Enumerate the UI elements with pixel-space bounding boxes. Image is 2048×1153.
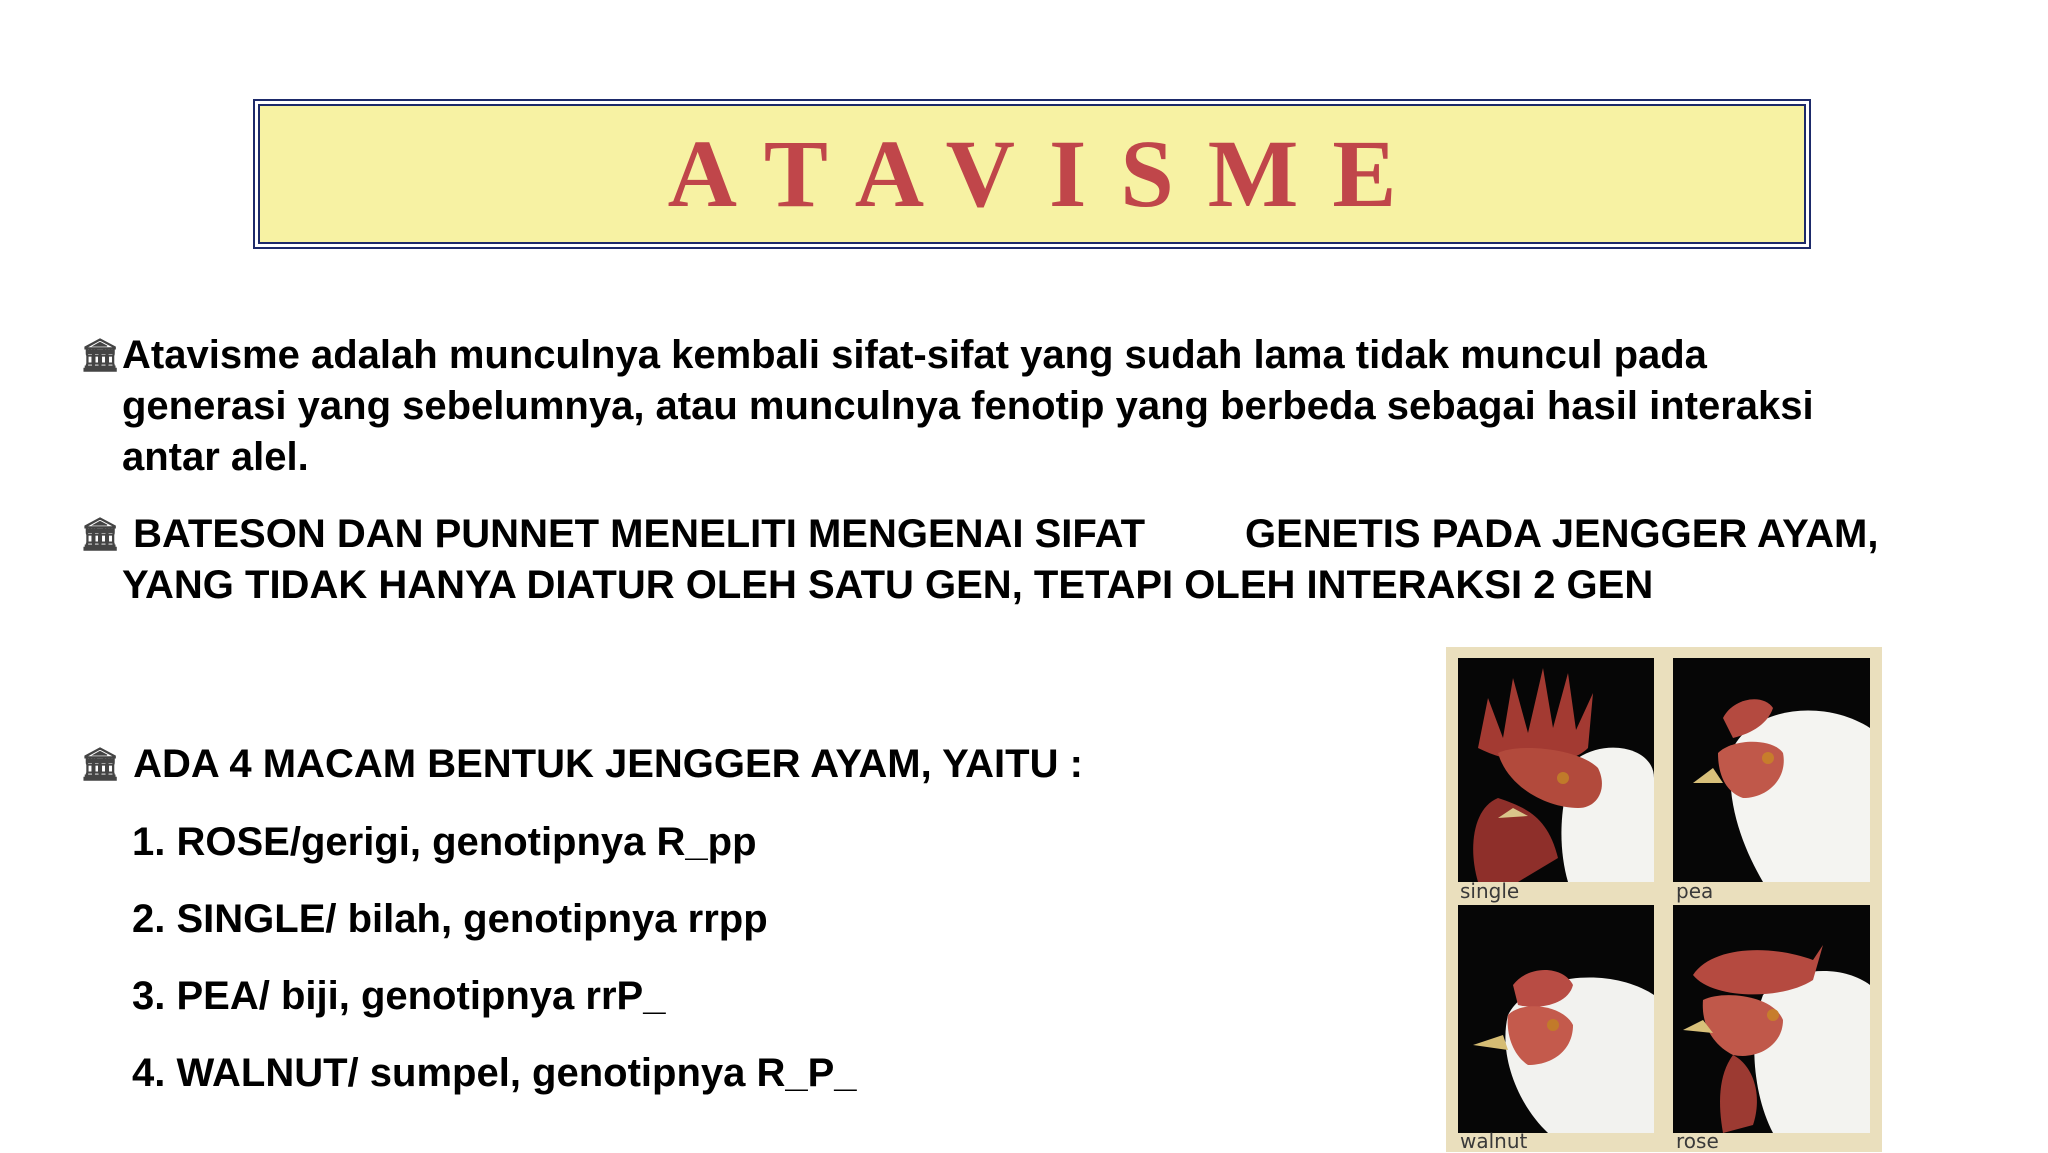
caption-pea: pea bbox=[1676, 879, 1714, 903]
list-item-walnut: 4. WALNUT/ sumpel, genotipnya R_P_ bbox=[132, 1051, 857, 1095]
walnut-comb-photo bbox=[1458, 905, 1654, 1133]
comb-type-list bbox=[132, 812, 857, 1120]
bullet-comb-types-text bbox=[122, 739, 1380, 790]
caption-single: single bbox=[1460, 879, 1520, 903]
bullet-bateson-part2: GENETIS PADA JENGGER AYAM, YANG TIDAK HANYA DIATUR OLEH SATU GEN, TETAPI OLEH INTERAKSI 2 GEN bbox=[122, 512, 1879, 607]
slide-title: ATAVISME bbox=[667, 120, 1431, 227]
bullet-bateson-part1: BATESON DAN PUNNET MENELITI MENGENAI SIFAT bbox=[133, 512, 1145, 556]
list-item-rose: 1. ROSE/gerigi, genotipnya R_pp bbox=[132, 820, 757, 864]
bullet-definition bbox=[80, 330, 1870, 483]
caption-rose: rose bbox=[1676, 1129, 1719, 1153]
lamp-bullet-icon: 🏛︎ bbox=[80, 336, 121, 374]
list-item-single: 2. SINGLE/ bilah, genotipnya rrpp bbox=[132, 897, 768, 941]
lamp-bullet-icon: 🏛︎ bbox=[80, 515, 121, 553]
bullet-comb-types-label: ADA 4 MACAM BENTUK JENGGER AYAM, YAITU : bbox=[133, 742, 1083, 786]
bullet-definition-text: Atavisme adalah munculnya kembali sifat-sifat yang sudah lama tidak muncul pada generasi yang sebelumnya, atau munculnya fenotip yang berbeda sebagai hasil interaksi antar alel. bbox=[122, 333, 1814, 479]
bullet-bateson bbox=[80, 509, 1880, 611]
bullet-bateson-text bbox=[122, 509, 1880, 611]
caption-walnut: walnut bbox=[1460, 1129, 1528, 1153]
list-item-pea: 3. PEA/ biji, genotipnya rrP_ bbox=[132, 974, 666, 1018]
title-inner bbox=[258, 104, 1806, 244]
lamp-bullet-icon: 🏛︎ bbox=[80, 745, 121, 783]
bullet-comb-types bbox=[80, 739, 1380, 790]
single-comb-photo bbox=[1458, 658, 1654, 882]
chicken-comb-photo-grid bbox=[1446, 647, 1882, 1152]
pea-comb-photo bbox=[1673, 658, 1870, 882]
rose-comb-photo bbox=[1673, 905, 1870, 1133]
title-box bbox=[253, 99, 1811, 249]
